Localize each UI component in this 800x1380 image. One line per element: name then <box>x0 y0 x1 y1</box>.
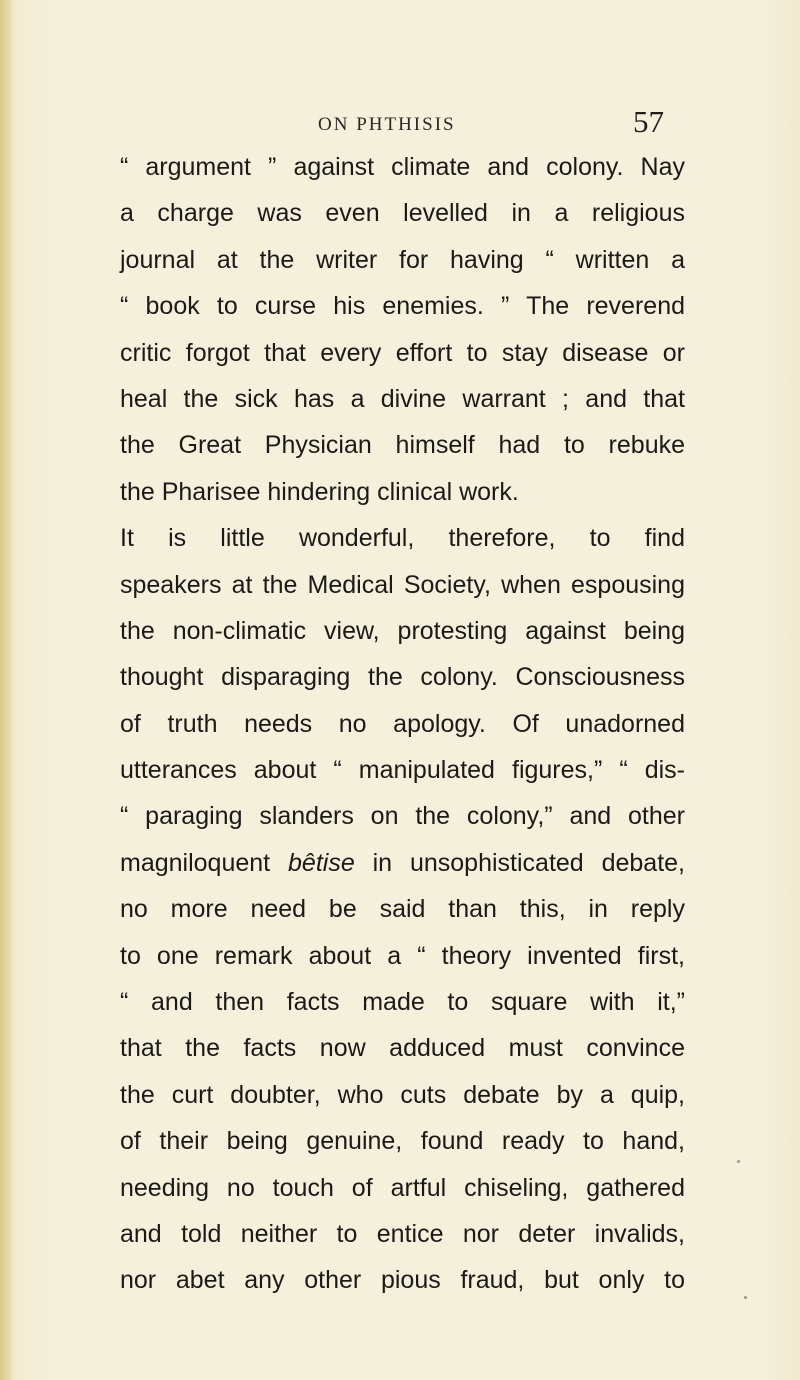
text-line: and told neither to entice nor deter invalids, <box>120 1219 685 1248</box>
text-line: speakers at the Medical Society, when espousing <box>120 570 685 599</box>
text-line: magniloquent bêtise in unsophisticated debate, <box>120 848 686 877</box>
text-line: It is little wonderful, therefore, to find <box>120 524 685 553</box>
text-line: the Pharisee hindering clinical work. <box>120 477 519 506</box>
text-line: “ paraging slanders on the colony,” and other <box>120 802 685 831</box>
text-line: a charge was even levelled in a religious <box>120 199 685 228</box>
text-line: thought disparaging the colony. Consciousness <box>120 663 685 692</box>
gutter-shadow <box>0 0 14 1380</box>
text-line: “ argument ” against climate and colony. Nay <box>120 153 685 181</box>
text-line: of truth needs no apology. Of unadorned <box>120 709 685 738</box>
text-line: the non-climatic view, protesting against being <box>120 616 685 645</box>
page-number: 57 <box>633 104 664 139</box>
text-line: “ and then facts made to square with it,” <box>120 988 685 1017</box>
text-line: journal at the writer for having “ written a <box>120 245 685 274</box>
text-line: no more need be said than this, in reply <box>120 895 685 924</box>
text-line: needing no touch of artful chiseling, gathered <box>120 1173 685 1202</box>
italic-word: bêtise <box>288 848 355 877</box>
running-head: ON PHTHISIS <box>318 114 456 135</box>
paper-fleck <box>744 1296 747 1299</box>
text-line: “ book to curse his enemies. ” The reverend <box>120 292 685 321</box>
text-line: of their being genuine, found ready to hand, <box>120 1127 685 1156</box>
text-line: utterances about “ manipulated figures,” “ dis- <box>120 756 685 785</box>
text-line: heal the sick has a divine warrant ; and that <box>120 384 685 413</box>
text-line: the curt doubter, who cuts debate by a quip, <box>120 1080 685 1109</box>
body-text <box>120 144 685 1304</box>
text-line: to one remark about a “ theory invented first, <box>120 941 685 970</box>
text-line: the Great Physician himself had to rebuke <box>120 431 685 460</box>
page-header <box>0 104 800 144</box>
text-line: nor abet any other pious fraud, but only to <box>120 1266 685 1295</box>
text-line: that the facts now adduced must convince <box>120 1034 685 1063</box>
text-line: critic forgot that every effort to stay disease or <box>120 338 685 367</box>
paper-fleck <box>737 1160 740 1163</box>
